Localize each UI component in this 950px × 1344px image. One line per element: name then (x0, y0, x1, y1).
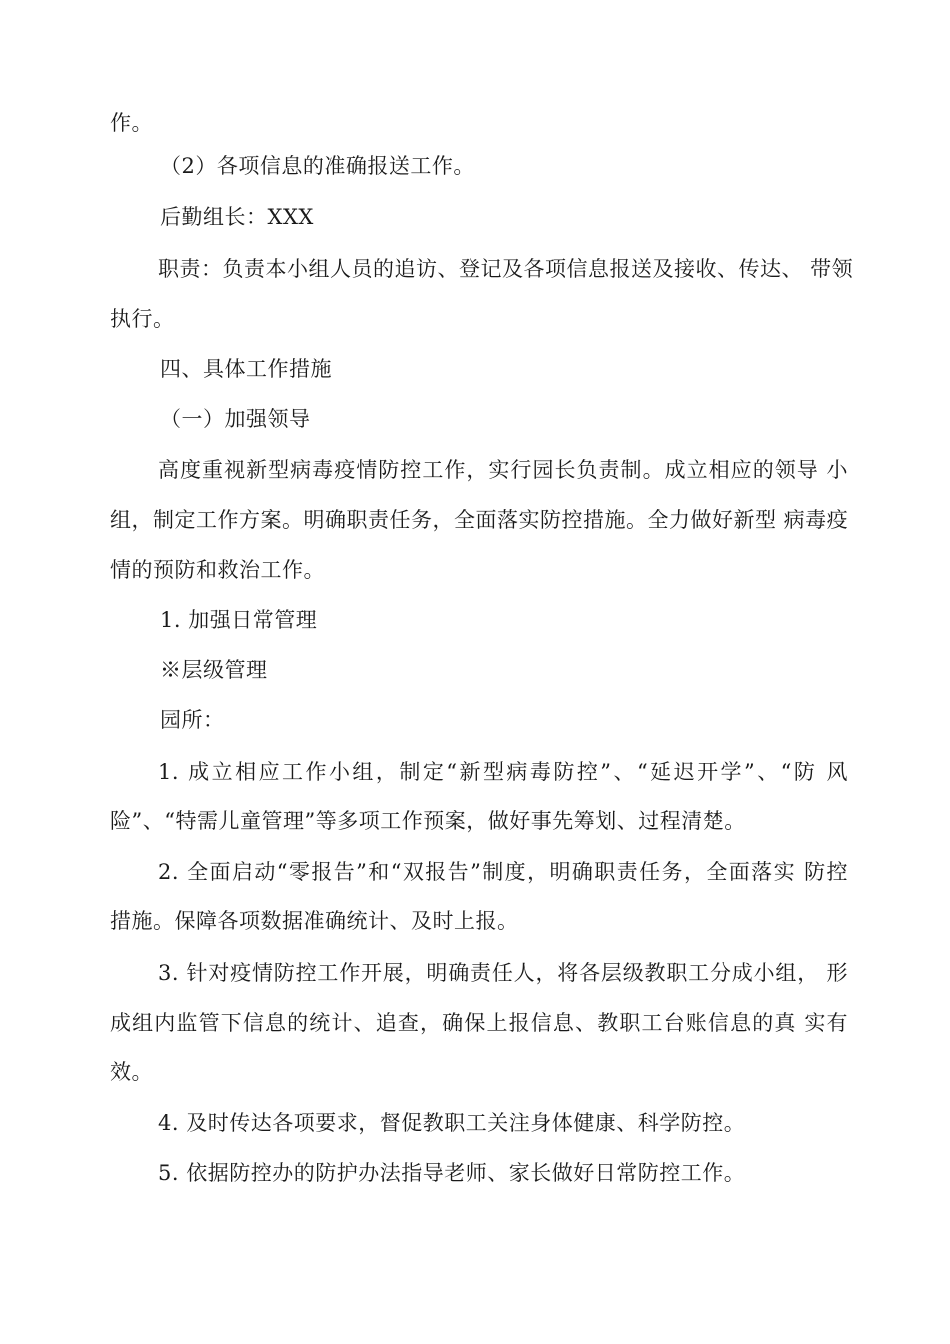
paragraph-line: 组，制定工作方案。明确职责任务，全面落实防控措施。全力做好新型 病毒疫 (110, 508, 849, 532)
list-item-line: 成组内监管下信息的统计、追查，确保上报信息、教职工台账信息的真 实有 (110, 1011, 848, 1035)
item-heading: ※层级管理 (160, 658, 268, 682)
paragraph-line: 情的预防和救治工作。 (110, 558, 325, 582)
list-item-line: 4. 及时传达各项要求，督促教职工关注身体健康、科学防控。 (158, 1111, 746, 1135)
paragraph-line: （2）各项信息的准确报送工作。 (160, 154, 475, 178)
item-heading: 园所： (160, 708, 225, 732)
paragraph-line: 执行。 (110, 307, 175, 331)
item-heading: 1. 加强日常管理 (160, 608, 318, 632)
paragraph-line: 作。 (110, 111, 153, 135)
paragraph-line: 高度重视新型病毒疫情防控工作，实行园长负责制。成立相应的领导 小 (158, 458, 848, 482)
list-item-line: 3. 针对疫情防控工作开展，明确责任人，将各层级教职工分成小组， 形 (158, 961, 848, 985)
paragraph-line: 后勤组长：XXX (160, 205, 314, 229)
paragraph-line: 职责：负责本小组人员的追访、登记及各项信息报送及接收、传达、 带领 (158, 257, 854, 281)
list-item-line: 效。 (110, 1060, 153, 1084)
list-item-line: 措施。保障各项数据准确统计、及时上报。 (110, 909, 519, 933)
list-item-line: 险”、“特需儿童管理”等多项工作预案，做好事先筹划、过程清楚。 (110, 809, 746, 833)
subsection-heading: （一）加强领导 (160, 407, 311, 431)
list-item-line: 5. 依据防控办的防护办法指导老师、家长做好日常防控工作。 (158, 1161, 746, 1185)
section-heading: 四、具体工作措施 (160, 357, 332, 381)
list-item-line: 1. 成立相应工作小组，制定“新型病毒防控”、“延迟开学”、“防 风 (158, 760, 848, 784)
list-item-line: 2. 全面启动“零报告”和“双报告”制度，明确职责任务，全面落实 防控 (158, 860, 848, 884)
